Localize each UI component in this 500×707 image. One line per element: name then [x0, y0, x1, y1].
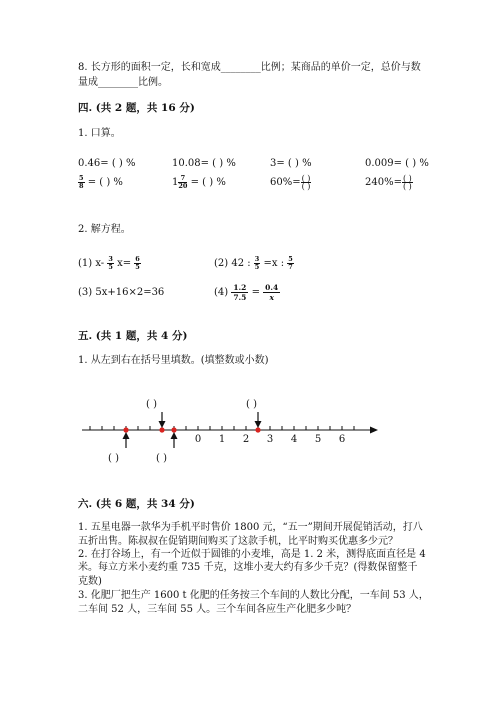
calc-3: 3= ( ) %	[270, 158, 312, 169]
paren-top-1: ( )	[146, 399, 157, 410]
paren-bottom-2: ( )	[156, 453, 167, 464]
tick-label-1: 1	[218, 434, 226, 445]
equation-4: (4) $\frac{1.2}{7.5}$ = $\frac{0.4}{x}$	[214, 283, 279, 302]
tick-label-0: 0	[194, 434, 202, 445]
calc-0-46: 0.46= ( ) %	[78, 158, 136, 169]
equation-2: (2) 42 : $\frac{3}{5}$ =x : $\frac{5}{7}$	[214, 255, 293, 271]
tick-label-6: 6	[338, 434, 346, 445]
q6-2-line2: 米。每立方米小麦约重 735 千克，这堆小麦大约有多少千克？(得数保留整千	[78, 562, 418, 573]
red-dot-4	[255, 427, 260, 432]
q8-line2: 量成________比例。	[78, 77, 168, 88]
calc-60-percent: 60%= $\frac{( )}{( )}$	[270, 174, 311, 191]
q4-1-prompt: 1. 口算。	[78, 128, 121, 139]
section-6-title: 六. (共 6 题，共 34 分)	[78, 498, 195, 510]
tick-label-2: 2	[242, 434, 250, 445]
paren-top-2: ( )	[246, 399, 257, 410]
number-line-ticks	[90, 426, 354, 430]
calc-5-8: $\frac{5}{8}$ = ( ) %	[79, 174, 123, 190]
q6-3-line2: 二车间 52 人，三车间 55 人。三个车间各应生产化肥多少吨？	[78, 604, 357, 615]
tick-label-5: 5	[314, 434, 322, 445]
number-line-arrowhead	[370, 427, 378, 434]
q6-1-line1: 1. 五星电器一款华为手机平时售价 1800 元，“五一”期间开展促销活动，打八	[78, 522, 423, 533]
q5-1-prompt: 1. 从左到右在括号里填数。(填整数或小数)	[78, 355, 269, 366]
calc-0-009: 0.009= ( ) %	[365, 158, 429, 169]
q4-2-prompt: 2. 解方程。	[78, 224, 131, 235]
q6-2-line1: 2. 在打谷场上，有一个近似于圆锥的小麦堆，高是 1. 2 米，测得底面直径是 4	[78, 549, 426, 560]
tick-label-4: 4	[290, 434, 298, 445]
q6-1-line2: 五折出售。陈叔叔在促销期间购买了这款手机，比平时购买优惠多少元？	[78, 536, 398, 547]
q8-line1: 8. 长方形的面积一定，长和宽成________比例；某商品的单价一定，总价与数	[78, 62, 421, 73]
calc-1-7-20: 1 $\frac{7}{20}$ = ( ) %	[172, 174, 226, 190]
q6-3-line1: 3. 化肥厂把生产 1600 t 化肥的任务按三个车间的人数比分配，一车间 53 人，	[78, 590, 429, 601]
tick-label-3: 3	[266, 434, 274, 445]
calc-240-percent: 240%= $\frac{( )}{( )}$	[365, 174, 412, 191]
red-dot-2	[159, 427, 164, 432]
section-5-title: 五. (共 1 题，共 4 分)	[78, 330, 188, 342]
red-dot-1	[123, 427, 128, 432]
calc-10-08: 10.08= ( ) %	[172, 158, 236, 169]
equation-3: (3) 5x+16×2=36	[78, 287, 165, 298]
red-dot-3	[171, 427, 176, 432]
section-4-title: 四. (共 2 题，共 16 分)	[78, 102, 195, 114]
paren-bottom-1: ( )	[108, 453, 119, 464]
q6-2-line3: 克数)	[78, 576, 102, 587]
equation-1: (1) x- $\frac{3}{5}$ x= $\frac{6}{5}$	[78, 255, 140, 271]
